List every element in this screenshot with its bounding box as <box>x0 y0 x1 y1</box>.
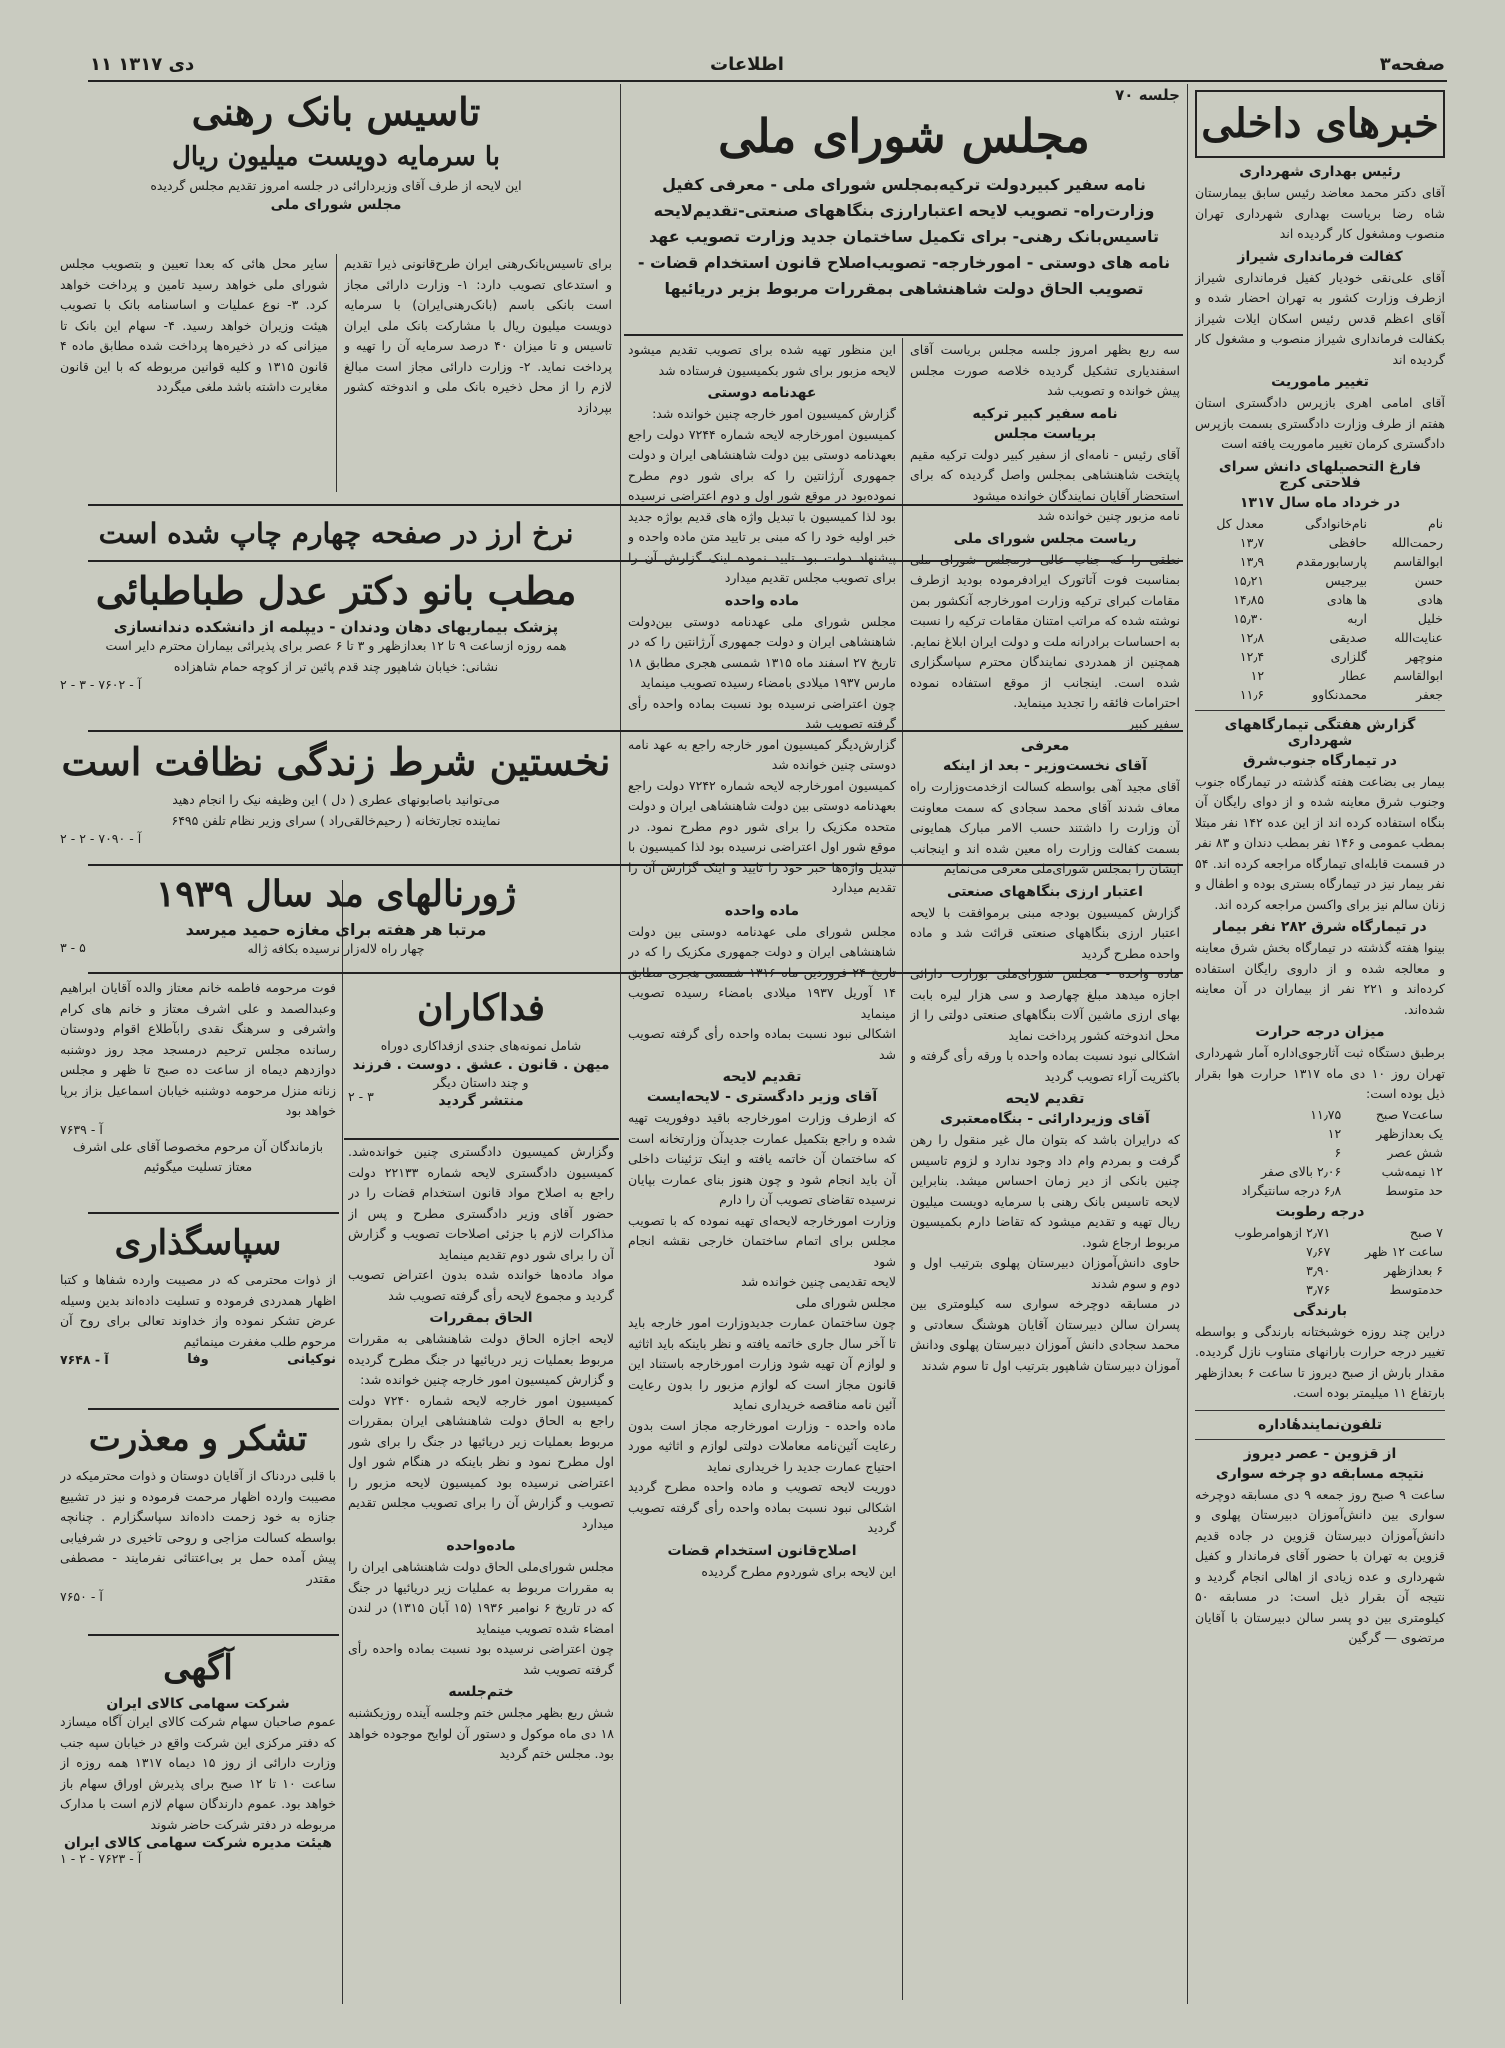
table-row: حد متوسط ۶٫۸ درجه سانتیگراد <box>1241 1182 1443 1198</box>
book-ad-code: ۲ - ۳ <box>348 1089 374 1104</box>
headline: رئیس بهداری شهرداری <box>1239 164 1401 180</box>
table-row: یک بعدازظهر ۱۲ <box>1327 1125 1443 1141</box>
temperature-table <box>1195 1105 1445 1200</box>
paragraph: چون ساختمان عمارت جدیدوزارت امور خارجه باید تا آخر سال جاری خاتمه یافته و نظر باینکه باید اثاثیه و لوازم آن تهیه شود وزارت امورخارجه باستناد این قانون مجاز است که لوازم مزبور را بدون رعایت آئین نامه مناقصه خریداری نماید <box>628 1315 896 1412</box>
paragraph: چون اعتراضی نرسیده بود نسبت بماده واحده رأی گرفته تصویب شد <box>348 1641 614 1677</box>
notice-code: آ - ۷۶۲۳ - ۲ - ۱ <box>60 1851 142 1866</box>
journal-ad-title: ژورنالهای مد سال ۱۹۳۹ <box>155 873 517 915</box>
soap-ad-body-2: نماینده تجارتخانه ( رحیم‌خالقی‌راد ) سرای وزیر نظام تلفن ۶۴۹۵ <box>171 812 501 828</box>
column-rule <box>1187 84 1188 2004</box>
apology-body: با قلبی دردناک از آقایان دوستان و ذوات محترمیکه در مصیبت وارده اظهار مرحمت فرموده و نیز در تشییع جنازه به خود زحمت داده‌اند سپاسگزارم . چنانچه بواسطه کسالت مزاجی و روحی تاخیری در شرفیابی پیش آمده حمل بر بی‌اعتنائی نفرمایند - مصطفی مقتدر <box>60 1468 336 1586</box>
paragraph: که درایران باشد که بتوان مال غیر منقول را رهن گرفت و بمردم وام داد وجود ندارد و لزوم تاسیس چنین بانکی از دیر زمان احساس میشد. بنابراین لایحه تاسیس بانک رهنی با سرمایه دویست میلیون ریال تهیه و تقدیم میشود که تقاضا دارم بکمیسیون مربوط ارجاع شود. <box>910 1132 1180 1250</box>
table-row: ابوالقاسم پارسابورمقدم ۱۳٫۹ <box>1239 553 1443 569</box>
subheading: ریاست مجلس شورای ملی <box>953 530 1137 547</box>
news-body: آقای امامی اهری بازپرس دادگستری استان هفتم از طرف وزارت دادگستری بسمت بازپرس دادگستری کرمان تغییر ماموریت یافته است <box>1195 395 1445 451</box>
majlis-column-1 <box>910 340 1180 2000</box>
paragraph: وگزارش کمیسیون دادگستری چنین خوانده‌شد. کمیسیون دادگستری لایحه شماره ۲۲۱۳۳ دولت راجع به اصلاح مواد قانون استخدام قضات را در حضور آقای وزیر دادگستری مطرح و پس از مذاکرات لازم با جزئی اصلاحات تصویب و گزارش آن را برای شور دوم تقدیم مینماید <box>348 1144 614 1262</box>
issue-date: ۱۱ دی ۱۳۱۷ <box>90 54 195 75</box>
journal-ad-address: چهار راه لاله‌زار نرسیده بکافه ژاله <box>247 941 425 956</box>
paragraph: این منظور تهیه شده برای تصویب تقدیم میشود لایحه مزبور برای شور بکمیسیون فرستاده شد <box>628 342 896 378</box>
paragraph: گزارش کمیسیون بودجه مبنی برموافقت با لایحه اعتبار ارزی بنگاههای صنعتی قرائت شد و ماده واحده مطرح گردید <box>910 904 1180 961</box>
table-row: شش عصر ۶ <box>1334 1144 1443 1160</box>
paragraph: گزارش‌دیگر کمیسیون امور خارجه راجع به عهد نامه دوستی چنین خوانده شد <box>628 736 896 772</box>
paragraph: آقای مجید آهی بواسطه کسالت ازخدمت‌وزارت راه معاف شدند آقای محمد سجادی که سمت معاونت آن وزارت را داشتند حسب الامر مبارک همایونی بسمت کفالت وزارت راه معین شده اند و اینجانب ایشان را بمجلس شورای‌ملی معرفی می‌نمایم <box>910 779 1180 876</box>
paragraph: کمیسیون امورخارجه لایحه شماره ۷۲۴۲ دولت راجع بعهدنامه دوستی بین دولت شاهنشاهی ایران و دولت متحده مکزیک را برای شور دوم مطرح نمود. در موقع شور اول اعتراضی نرسیده بود لذا کمیسیون با تبدیل واژه‌ها خبر خود را تایید و اینک گزارش آن را تقدیم میدارد <box>628 777 896 895</box>
paragraph: ماده واحده - وزارت امورخارجه مجاز است بدون رعایت آئین‌نامه معاملات دولتی لوازم و اثاثیه مورد احتیاج عمارت جدید را خریداری نماید <box>628 1417 896 1474</box>
temperature-title: میزان درجه حرارت <box>1255 1024 1385 1040</box>
obituary <box>60 978 336 1210</box>
paragraph: گزارش کمیسیون امور خارجه چنین خوانده شد: <box>652 406 896 421</box>
thanks-body: از ذوات محترمی که در مصیبت وارده شفاها و کتبا اظهار همدردی فرموده و تسلیت داده‌اند بدین وسیله عرض تشکر نموده واز خداوند تعالی برای روح آن مرحوم طلب مغفرت مینمائیم <box>60 1272 336 1349</box>
apology-code: آ - ۷۶۵۰ <box>60 1589 103 1604</box>
section-rule <box>88 730 1183 732</box>
table-row: جعفر محمدنکاوو ۱۱٫۶ <box>1239 686 1443 702</box>
bank-body-left: سایر محل هائی که بعدا تعیین و بتصویب مجلس شورای ملی خواهد رسید تامین و پرداخت خواهد کرد. ۳- نوع عملیات و اساسنامه بانک با تصویب هیئت وزیران خواهد رسید. ۴- سهام این بانک تا میزانی که در ذخیره‌ها پرداخت شده مطابق ماده ۴ قانون ۱۳۱۵ و کلیه قوانین مربوطه که با این قانون مغایرت داشته باشد ملغی میگردد <box>60 256 328 394</box>
clinic-ad-subtitle: پزشک بیماریهای دهان ودندان - دیپلمه از دانشکده دندانسازی <box>113 618 559 636</box>
thanks-notice <box>60 1216 336 1404</box>
clinic-ad-title: مطب بانو دکتر عدل طباطبائی <box>95 568 577 613</box>
book-ad <box>348 980 614 1130</box>
column-rule <box>620 84 621 2004</box>
rain-title: بارندگی <box>1292 1302 1348 1319</box>
bank-subtitle: با سرمایه دویست میلیون ریال <box>172 142 500 172</box>
table-row: هادی ها هادی ۱۴٫۸۵ <box>1233 591 1443 607</box>
paragraph: مجلس شورای‌ملی الحاق دولت شاهنشاهی ایران را به مقررات مربوط به عملیات زیر دریائیها در جنگ که در تاریخ ۶ نوامبر ۱۹۳۶ (۱۵ آبان ۱۳۱۵) در لندن امضاء شده تصویب مینماید <box>348 1559 614 1636</box>
obituary-code: آ - ۷۶۳۹ <box>60 1121 103 1137</box>
subheading: معرفی <box>1020 738 1070 754</box>
paragraph: لایحه تقدیمی چنین خوانده شد <box>741 1274 896 1289</box>
section-rule <box>88 1634 339 1636</box>
clinic-subtitle: در تیمارگاه شرق ۲۸۲ نفر بیمار <box>1213 919 1427 935</box>
paragraph: که ازطرف وزارت امورخارجه باقید دوفوریت تهیه شده و راجع بتکمیل عمارت جدیدآن وزارتخانه است که ساختمان آن خاتمه یافته و اینک تزئینات داخلی آن باید انجام شود و چون هنوز بنای عمارت بپایان نرسیده تقاضای تصویب آن را دارم <box>628 1110 896 1207</box>
subheading: آقای وزیردارائی - بنگاه‌معتبری <box>940 1111 1150 1127</box>
journal-ad <box>60 868 612 968</box>
subheading: تقدیم لایحه <box>722 1069 802 1085</box>
clinic-ad-body: همه روزه ازساعت ۹ تا ۱۲ بعدازظهر و ۳ تا ۶ عصر برای پذیرائی بیماران محترم دایر است <box>105 638 567 653</box>
grads-title: فارغ التحصیلهای دانش سرای فلاحتی کرج <box>1218 458 1422 491</box>
table-header: نام نام‌خانوادگی معدل کل <box>1216 515 1443 531</box>
section-rule <box>88 1212 339 1214</box>
subheading: اصلاح‌قانون استخدام قضات <box>667 1542 857 1559</box>
table-row: حسن بیرجیس ۱۵٫۲۱ <box>1233 572 1443 588</box>
book-ad-topics: میهن . قانون . عشق . دوست . فرزند <box>352 1056 610 1073</box>
paragraph: شش ربع بظهر مجلس ختم وجلسه آینده روزیکشنبه ۱۸ دی ماه موکول و دستور آن لوایح موجوده خواهد بود. مجلس ختم گردید <box>348 1705 614 1761</box>
subheading: ماده واحده <box>724 902 800 919</box>
temperature-intro: برطبق دستگاه ثبت آثارجوی‌اداره آمار شهرداری تهران روز ۱۰ دی ماه ۱۳۱۷ حرارت هوا بقرار ذیل بوده است: <box>1195 1045 1445 1101</box>
clinic-ad-code: آ - ۷۶۰۲ - ۳ - ۲ <box>60 677 142 692</box>
majlis-column-2 <box>628 340 896 2000</box>
notice-body: عموم صاحبان سهام شرکت کالای ایران آگاه میسازد که دفتر مرکزی این شرکت واقع در خیابان سپه جنب وزارت دارائی از روز ۱۵ دیماه ۱۳۱۷ همه روزه از ساعت ۱۰ تا ۱۲ صبح برای پذیرش اوراق سهام باز خواهد بود. عموم دارندگان سهام لازم است با مدارک مربوطه در دفتر شرکت حاضر شوند <box>60 1714 336 1832</box>
clinic-body: بینوا هفته گذشته در تیمارگاه بخش شرق معاینه و معالجه شده و از داروی رایگان استفاده کرده‌اند و ۲۲۱ نفر از بیماران در آن معاینه شده‌اند. <box>1195 940 1445 1017</box>
headline: کفالت فرمانداری شیراز <box>1237 248 1403 265</box>
soap-ad-code: آ - ۷۰۹۰ - ۲ - ۲ <box>60 831 142 846</box>
company-notice <box>60 1640 336 2002</box>
thanks-title: سپاسگذاری <box>114 1223 282 1263</box>
page-header <box>90 52 1445 82</box>
bank-title: تاسیس بانک رهنی <box>191 89 481 134</box>
section-rule <box>624 334 1183 336</box>
table-row: ۶ بعدازظهر ۳٫۹۰ <box>1306 1262 1443 1278</box>
phone-title: تلفون‌نمایندهٔاداره <box>1257 1416 1382 1433</box>
majlis-summary: نامه سفیر کبیردولت ترکیه‌بمجلس شورای ملی - معرفی کفیل وزارت‌راه- تصویب لایحه اعتبارارزی بنگاههای صنعتی-تقدیم‌لایحه تاسیس‌بانک رهنی- برای تکمیل ساختمان جدید وزارت تصویب عهد نامه های دوستی - امورخارجه- تصویب‌اصلاح قانون استخدام قضات - تصویب الحاق دولت شاهنشاهی بمقررات مربوط بزیر دریائیها <box>637 175 1171 298</box>
paragraph: لایحه اجازه الحاق دولت شاهنشاهی به مقررات مربوط بعملیات زیر دریائیها در جنگ مطرح گردیده و گزارش کمیسیون امور خارجه چنین خوانده شد: <box>348 1331 614 1387</box>
apology-notice <box>60 1412 336 1630</box>
paragraph: دوریت لایحه تصویب و ماده واحده مطرح گردید اشکالی نبود نسبت بماده واحده رأی گرفته تصویب گردید <box>628 1479 896 1535</box>
column-rule <box>902 338 903 2000</box>
paragraph: حاوی دانش‌آموزان دبیرستان پهلوی بترتیب اول و دوم و سوم شدند <box>910 1255 1180 1291</box>
majlis-header <box>628 86 1180 371</box>
section-rule <box>88 972 1183 974</box>
paragraph: چون اعتراضی نرسیده بود نسبت بماده واحده رأی گرفته تصویب شد <box>628 695 896 731</box>
domestic-news-column <box>1195 90 1445 2000</box>
subheading: آقای وزیر دادگستری - لایحه‌ایست <box>646 1089 878 1105</box>
subheading: بریاست مجلس <box>993 425 1097 442</box>
bank-intro: این لایحه از طرف آقای وزیردارائی در جلسه امروز تقدیم مجلس گردیده <box>150 178 522 193</box>
table-row: رحمت‌الله حافظی ۱۳٫۷ <box>1239 534 1443 550</box>
table-row: ساعت ۱۲ ظهر ۷٫۶۷ <box>1306 1243 1443 1259</box>
soap-ad-title: نخستین شرط زندگی نظافت است <box>61 739 611 784</box>
paragraph: مجلس شورای ملی عهدنامه دوستی بین دولت شاهنشاهی ایران و دولت جمهوری مکزیک را که در تاریخ ۲۴ فروردین ماه ۱۳۱۶ شمسی هجری مطابق ۱۴ آوریل ۱۹۳۷ میلادی بامضاء رسیده تصویب مینماید <box>628 923 896 1021</box>
subheading: ماده واحده <box>724 592 800 609</box>
section-rule <box>88 1408 339 1410</box>
apology-title: تشکر و معذرت <box>88 1419 308 1459</box>
header-rule <box>88 80 1447 82</box>
subheading: ختم‌جلسه <box>448 1684 514 1700</box>
journal-ad-code: ۳ - ۵ <box>60 939 86 955</box>
notice-signature: هیئت مدیره شرکت سهامی کالای ایران <box>63 1835 333 1851</box>
table-row: ساعت۷ صبح ۱۱٫۷۵ <box>1310 1106 1443 1122</box>
paragraph: در مسابقه دوچرخه سواری سه کیلومتری بین پسران سالن دبیرستان آقایان هوشنگ سعادتی و محمد سجادی دانش آموزان دبیرستان پهلوی ودانش آموزان دبیرستان شاهپور بترتیب اول تا سوم شدند <box>910 1296 1180 1373</box>
notice-title: آگهی <box>163 1648 233 1688</box>
journal-ad-subtitle: مرتبا هر هفته برای مغازه حمید میرسد <box>185 920 487 939</box>
book-ad-body: شامل نمونه‌های جندی ازفداکاری دوراه <box>380 1038 582 1053</box>
table-row: خلیل اربه ۱۵٫۳۰ <box>1233 610 1443 626</box>
paragraph: مجلس شورای ملی عهدنامه دوستی بین‌دولت شاهنشاهی ایران و دولت جمهوری آرژانتین را که در تاریخ ۲۷ اسفند ماه ۱۳۱۵ شمسی هجری مطابق ۱۸ مارس ۱۹۳۷ میلادی بامضاء رسیده تصویب مینماید <box>628 613 896 690</box>
page-label: صفحه۳ <box>1379 54 1445 75</box>
majlis-title: مجلس شورای ملی <box>718 109 1090 163</box>
rates-notice: نرخ ارز در صفحه چهارم چاپ شده است <box>98 517 574 550</box>
subheading: عهدنامه دوستی <box>707 385 817 401</box>
table-row: ۷ صبح ۲٫۷۱ ازهوامرطوب <box>1234 1224 1443 1240</box>
rain-body: دراین چند روزه خوشبختانه بارندگی و بواسطه تغییر درجه حرارت بارانهای متناوب نازل گردیده. مقدار بارش از صبح دیروز تا ساعت ۶ بعدازظهر بارتفاع ۱۱ میلیمتر بوده است. <box>1195 1323 1445 1400</box>
grads-table <box>1195 514 1445 704</box>
subheading: ماده‌واحده <box>446 1538 516 1554</box>
paragraph: اشکالی نبود نسبت بماده واحده رأی گرفته تصویب شد <box>628 1026 896 1062</box>
obituary-body: فوت مرحومه فاطمه خانم معتاز والده آقایان ابراهیم وعبدالصمد و علی اشرف معتاز و خانم های کرام واشرفی و سرهنگ نقدی رابآطلاع اقوام ودوستان رسانده مجلس ترحیم درمسجد مجد روز دوشنبه دوازدهم دیماه از ساعت ده صبح تا ظهر و مجلس زنانه منزل مرحومه دوشنبه خیابان اسماعیل بزاز برپا خواهد بود <box>60 980 336 1118</box>
notice-company: شرکت سهامی کالای ایران <box>106 1696 290 1712</box>
subheading: نامه سفیر کبیر ترکیه <box>972 405 1118 422</box>
bank-body-right: برای تاسیس‌بانک‌رهنی ایران طرح‌قانونی ذیرا تقدیم و استدعای تصویب دارد: ۱- وزارت دارائی مجاز است بانکی باسم (بانک‌رهنی‌ایران) با سرمایه دویست میلیون ریال با مشارکت بانک ملی ایران تاسیس و تا میزان ۴۰ درصد سرمایه آن را تهیه و پرداخت نماید. ۲- وزارت دارائی مجاز است مبالغ لازم را از محل ذخیره بانک ملی و اندوخته کشور بپردازد <box>344 256 612 415</box>
clinic-ad <box>60 564 612 724</box>
paragraph: این لایحه برای شوردوم مطرح گردیده <box>701 1563 896 1579</box>
paper-name: اطلاعات <box>710 54 784 75</box>
paragraph: مواد ماده‌ها خوانده شده بدون اعتراض تصویب گردید و مجموع لایحه رأی گرفته تصویب شد <box>348 1267 614 1303</box>
clinic-subtitle: در تیمارگاه جنوب‌شرق <box>1243 752 1397 769</box>
thanks-signature: نوکیانی وفا آ - ۷۶۴۸ <box>60 1352 336 1367</box>
table-row: ۱۲ نیمه‌شب ۲٫۰۶ بالای صفر <box>1261 1163 1443 1179</box>
table-row: عنایت‌الله صدیقی ۱۲٫۸ <box>1239 629 1443 645</box>
paragraph: کمیسیون امور خارجه لایحه شماره ۷۲۴۰ دولت راجع به الحاق دولت شاهنشاهی ایران بمقررات مربوط بعملیات زیر دریائیها در جنگ را برای شور اول مطرح نمود و نظر باینکه در هنگام شور اول اعتراضی نرسیده بود کمیسیون لایحه مزبور را تصویب و گزارش آن را برای تصویب مجلس تقدیم میدارد <box>348 1392 614 1531</box>
subheading: آقای نخست‌وزیر - بعد از اینکه <box>943 758 1147 774</box>
clinic-title: گزارش هفتگی تیمارگاههای شهرداری <box>1224 716 1416 749</box>
bank-article <box>60 86 612 498</box>
soap-ad <box>60 734 612 860</box>
humidity-table <box>1195 1223 1445 1299</box>
paragraph: آقای رئیس - نامه‌ای از سفیر کبیر دولت ترکیه مقیم پایتخت شاهنشاهی بمجلس واصل گردیده که برای استحضار آقایان نمایندگان خوانده میشود <box>910 446 1180 503</box>
bank-intro-2: مجلس شورای ملی <box>270 196 402 213</box>
table-row: حدمتوسط ۳٫۷۶ <box>1306 1281 1443 1297</box>
obituary-closing: بازماندگان آن مرحوم مخصوصا آقای علی اشرف معتاز تسلیت میگوئیم <box>72 1138 324 1174</box>
news-body: آقای دکتر محمد معاضد رئیس سابق بیمارستان شاه رضا بریاست بهداری شهرداری تهران منصوب ومشغول کار گردیده اند <box>1195 185 1445 241</box>
headline: تغییر ماموریت <box>1271 374 1369 390</box>
session-label: جلسه ۷۰ <box>1115 86 1180 104</box>
book-ad-footer: منتشر گردید <box>438 1093 524 1109</box>
paragraph: نطقی را که جناب عالی درمجلس شورای ملی بمناسبت فوت آتاتورک ایرادفرموده بودید ازطرف مقامات کبرای ترکیه وزارت امورخارجه آنکشور بمن نوشته شده که مراتب امتنان مقامات ترکیه را نسبت به احساسات برادرانه ملت و دولت ایران ابلاغ نمایم. همچنین از همدردی نمایندگان محترم سپاسگزاری شده است. اینجانب از موقع استفاده نموده احترامات فائقه را تجدید مینماید. <box>910 551 1180 710</box>
section-rule <box>88 560 1183 562</box>
paragraph: نامه مزبور چنین خوانده شد <box>1037 508 1180 523</box>
section-rule <box>88 504 1183 506</box>
section-rule <box>344 1138 619 1140</box>
clinic-body: بیمار بی بضاعت هفته گذشته در تیمارگاه جنوب وجنوب شرق معاینه شده و از دوای رایگان آن بنگاه استفاده کرده اند از این عده ۱۴۲ نفر مبتلا بمطب عمومی و ۱۴۶ نفر بمطب دندان و ۸۳ نفر در قسمت قابله‌ای تیمارگاه مراجعه کرده اند. ۵۴ نفر بیمار نیز در تیمارگاه بستری بوده و اطفال و زنان سالم نیز برای واکسن مراجعه کرده اند. <box>1195 773 1445 912</box>
soap-ad-body: می‌توانید باصابونهای عطری ( دل ) این وظیفه نیک را انجام دهید <box>172 792 500 807</box>
section-rule <box>88 864 1183 866</box>
qazvin-title: از قزوین - عصر دیروز <box>1243 1445 1397 1462</box>
domestic-title: خبرهای داخلی <box>1201 100 1439 147</box>
grads-subtitle: در خرداد ماه سال ۱۳۱۷ <box>1239 494 1401 511</box>
majlis-column-3 <box>348 1142 614 2002</box>
table-row: ابوالقاسم عطار ۱۲ <box>1250 667 1443 683</box>
paragraph: سه ربع بظهر امروز جلسه مجلس بریاست آقای اسفندیاری تشکیل گردیده خلاصه صورت مجلس پیش خوانده و تصویب شد <box>910 342 1180 398</box>
paragraph: کمیسیون امورخارجه لایحه شماره ۷۲۴۴ دولت راجع بعهدنامه دوستی بین دولت شاهنشاهی ایران و دولت جمهوری آرژانتین را که برای شور دوم مطرح نموده‌بود در موقع شور اول و دوم اعتراضی نرسیده بود لذا کمیسیون با تبدیل واژه های قدیم بواژه جدید خبر اولیه خود را که مبنی بر تایید متن ماده واحده و پیشنهاد دولت بود تایید نموده اینک گزارش آن را برای تصویب مجلس تقدیم میدارد <box>628 426 896 585</box>
paragraph: ماده واحده - مجلس شورای‌ملی بوزارت دارائی اجازه میدهد مبلغ چهارصد و سی هزار لیره بابت بهای ارزی ماشین آلات بنگاههای صنعتی دولتی را از محل اندوخته کشور پرداخت نماید <box>910 966 1180 1043</box>
paragraph: وزارت امورخارجه لایحه‌ای تهیه نموده که با تصویب مجلس برای اتمام ساختمان خارجی نقشه انجام شود <box>628 1212 896 1269</box>
subheading: الحاق بمقررات <box>429 1310 533 1326</box>
book-ad-body-2: و چند داستان دیگر <box>433 1074 529 1090</box>
race-title: نتیجه مسابقه دو چرخه سواری <box>1215 1465 1425 1482</box>
column-rule <box>342 880 343 2004</box>
clinic-ad-address: نشانی: خیابان شاهپور چند قدم پائین تر از کوچه حمام شاهزاده <box>173 658 499 674</box>
humidity-title: درجه رطوبت <box>1275 1203 1365 1220</box>
race-body: ساعت ۹ صبح روز جمعه ۹ دی مسابقه دوچرخه سواری بین دانش‌آموزان دبیرستان پهلوی و دانش‌آموزان دبیرستان قزوین در جاده قدیم قزوین به تهران با حضور آقای فرماندار و کفیل شهرداری و عده زیادی از اهالی انجام گردید و نتیجه آن بقرار ذیل است: در مسابقه ۵۰ کیلومتری بین دو پسر سالن دبیرستان با آقایان مرتضوی — گرگین <box>1195 1486 1445 1645</box>
book-ad-title: فداکاران <box>416 987 546 1029</box>
paragraph: مجلس شورای ملی <box>795 1294 896 1310</box>
news-body: آقای علی‌نقی خودیار کفیل فرمانداری شیراز ازطرف وزارت کشور به تهران احضار شده و آقای اعظم قدس رئیس اسکان ایلات شیراز بکفالت فرمانداری شیراز منصوب و مشغول کار گردیده اند <box>1195 269 1445 367</box>
paragraph: اشکالی نبود نسبت بماده واحده با ورقه رأی گرفته و باکثریت آراء تصویب گردید <box>910 1048 1180 1084</box>
subheading: اعتبار ارزی بنگاههای صنعتی <box>947 883 1143 900</box>
table-row: منوچهر گلزاری ۱۲٫۴ <box>1239 648 1443 664</box>
paragraph: سفیر کبیر <box>1128 715 1180 731</box>
subheading: تقدیم لایحه <box>1005 1091 1085 1107</box>
